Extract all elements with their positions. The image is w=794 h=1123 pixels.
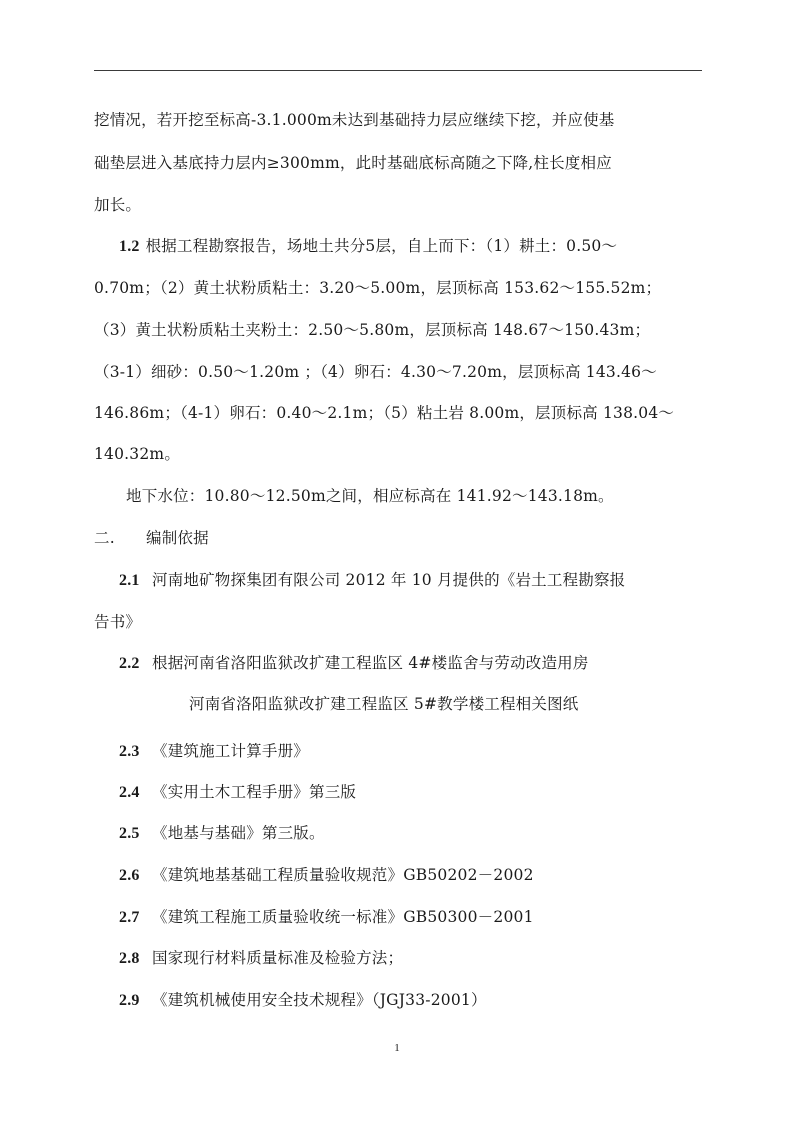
list-item xyxy=(119,906,534,929)
item-text: 根据河南省洛阳监狱改扩建工程监区 4#楼监舍与劳动改造用房 xyxy=(152,654,589,672)
item-text: 《建筑机械使用安全技术规程》（JGJ33-2001） xyxy=(152,991,487,1009)
list-item xyxy=(119,569,625,592)
item-text: 《建筑地基基础工程质量验收规范》GB50202－2002 xyxy=(152,866,534,884)
paragraph-line: 挖情况，若开挖至标高-3.1.000m未达到基础持力层应继续下挖，并应使基 xyxy=(94,111,615,129)
item-text: 《建筑施工计算手册》 xyxy=(152,742,310,760)
groundwater-line: 地下水位：10.80～12.50m之间，相应标高在 141.92～143.18m。 xyxy=(126,487,614,505)
paragraph-line: 告书》 xyxy=(94,613,142,631)
list-item xyxy=(119,989,487,1012)
section-number: 1.2 xyxy=(119,238,140,255)
section-heading-title: 编制依据 xyxy=(146,529,209,547)
list-item xyxy=(119,822,325,845)
item-text: 《地基与基础》第三版。 xyxy=(152,824,325,842)
list-item xyxy=(119,740,309,763)
paragraph-line: （3）黄土状粉质粘土夹粉土：2.50～5.80m，层顶标高 148.67～150.43m； xyxy=(94,321,651,339)
paragraph-line: （3-1）细砂：0.50～1.20m ；（4）卵石：4.30～7.20m，层顶标高 143.46～ xyxy=(94,363,657,381)
list-item xyxy=(119,781,356,804)
paragraph-line: 础垫层进入基底持力层内≥300mm，此时基础底标高随之下降,柱长度相应 xyxy=(94,154,612,172)
paragraph-line: 河南省洛阳监狱改扩建工程监区 5#教学楼工程相关图纸 xyxy=(189,695,579,713)
item-text: 《建筑工程施工质量验收统一标准》GB50300－2001 xyxy=(152,908,534,926)
list-item xyxy=(119,947,403,970)
paragraph-line: 加长。 xyxy=(94,196,142,214)
item-number: 2.9 xyxy=(119,992,140,1009)
item-number: 2.8 xyxy=(119,950,140,967)
header-rule xyxy=(94,70,702,71)
item-number: 2.5 xyxy=(119,825,140,842)
item-text: 《实用土木工程手册》第三版 xyxy=(152,783,357,801)
section-heading-number: 二. xyxy=(94,529,115,547)
item-text: 河南地矿物探集团有限公司 2012 年 10 月提供的《岩土工程勘察报 xyxy=(152,571,626,589)
list-item xyxy=(119,864,534,887)
paragraph-line: 140.32m。 xyxy=(94,445,181,463)
paragraph-line: 0.70m；（2）黄土状粉质粘土：3.20～5.00m，层顶标高 153.62～155.52m； xyxy=(94,279,662,297)
section-1-2-line-1 xyxy=(119,235,617,258)
item-number: 2.6 xyxy=(119,867,140,884)
paragraph-text: 根据工程勘察报告，场地土共分5层，自上而下：（1）耕土：0.50～ xyxy=(145,237,618,255)
item-number: 2.3 xyxy=(119,743,140,760)
paragraph-line: 146.86m；（4-1）卵石：0.40～2.1m；（5）粘土岩 8.00m，层顶标高 138.04～ xyxy=(94,404,675,422)
item-number: 2.2 xyxy=(119,655,140,672)
page-number: 1 xyxy=(394,1042,400,1054)
item-number: 2.7 xyxy=(119,909,140,926)
item-number: 2.1 xyxy=(119,572,140,589)
list-item xyxy=(119,652,589,675)
item-number: 2.4 xyxy=(119,784,140,801)
item-text: 国家现行材料质量标准及检验方法； xyxy=(152,949,404,967)
section-heading xyxy=(94,527,209,549)
